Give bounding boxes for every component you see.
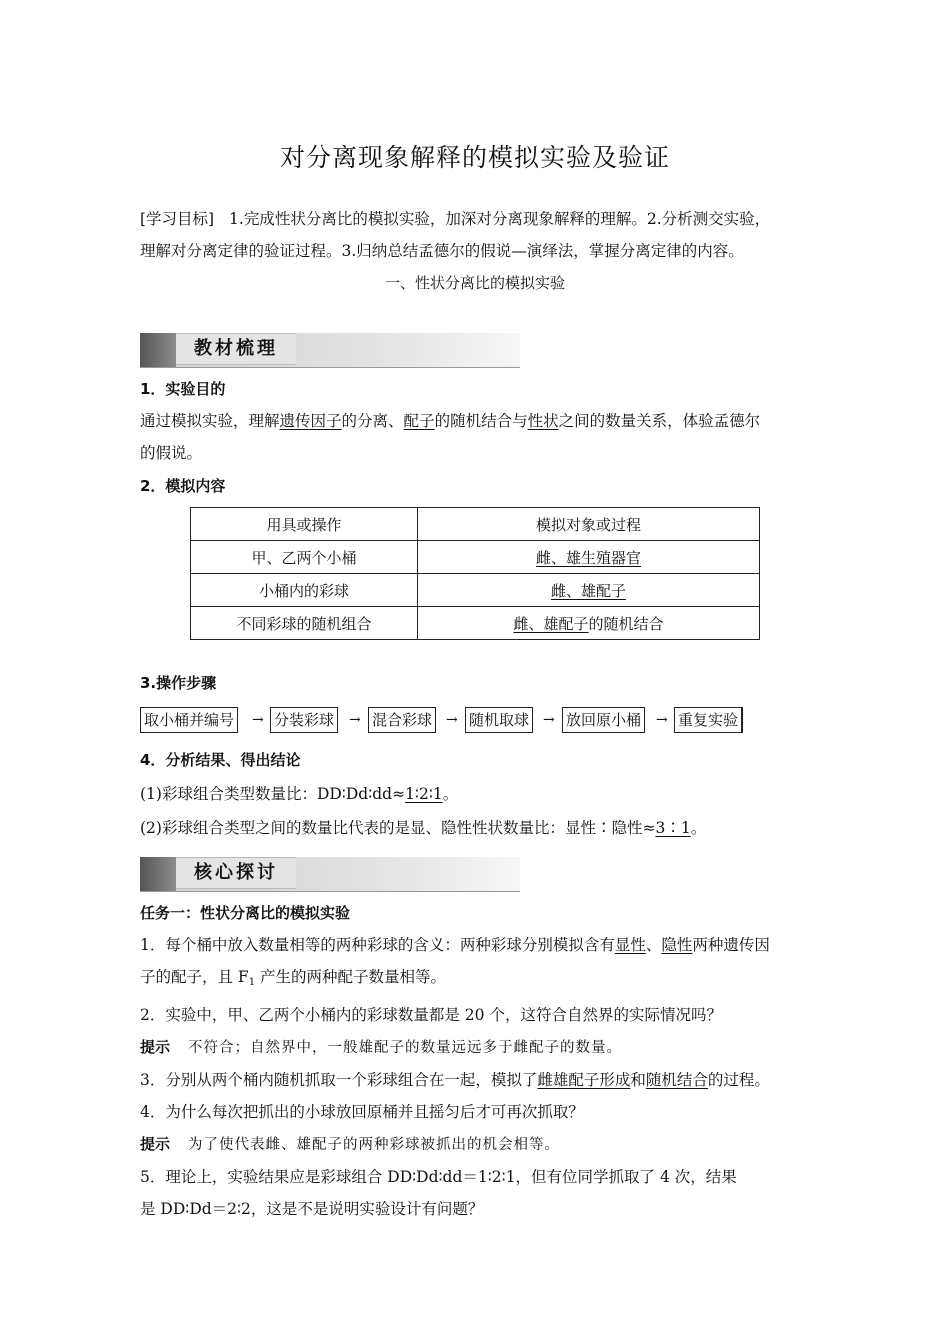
q5-text-b: 是 DD∶Dd＝2∶2，这是不是说明实验设计有问题？ bbox=[140, 1200, 484, 1218]
step-box: 分装彩球 bbox=[270, 707, 338, 733]
hint-2: 不符合；自然界中，一般雄配子的数量远远多于雌配子的数量。 bbox=[188, 1040, 623, 1056]
blank-recessive: 隐性 bbox=[661, 936, 693, 954]
simulation-table bbox=[190, 507, 760, 640]
result-heading: 4．分析结果、得出结论 bbox=[140, 751, 301, 769]
q4-text: 4．为什么每次把抓出的小球放回原桶并且摇匀后才可再次抓取？ bbox=[140, 1103, 584, 1121]
result-2-text: (2)彩球组合类型之间的数量比代表的是显、隐性性状数量比：显性∶隐性≈ bbox=[140, 819, 656, 837]
q2-text: 2．实验中，甲、乙两个小桶内的彩球数量都是 20 个，这符合自然界的实际情况吗？ bbox=[140, 1006, 722, 1024]
hint-label: 提示 bbox=[140, 1135, 171, 1153]
q3-text-a: 3．分别从两个桶内随机抓取一个彩球组合在一起，模拟了 bbox=[140, 1071, 538, 1089]
arrow-icon: → bbox=[656, 712, 668, 728]
step-box: 随机取球 bbox=[465, 707, 533, 733]
table-header-target: 模拟对象或过程 bbox=[418, 508, 760, 541]
result-1-end: 。 bbox=[442, 785, 459, 803]
purpose-text-c: 的随机结合与 bbox=[434, 412, 528, 430]
purpose-text-a: 通过模拟实验，理解 bbox=[140, 412, 280, 430]
table-header-row bbox=[191, 508, 760, 541]
purpose-text-d: 之间的数量关系，体验孟德尔 bbox=[558, 412, 761, 430]
q1-text-a: 1．每个桶中放入数量相等的两种彩球的含义：两种彩球分别模拟含有 bbox=[140, 936, 615, 954]
purpose-heading: 1．实验目的 bbox=[140, 380, 226, 398]
table-cell-target bbox=[418, 607, 760, 640]
table-cell-tool: 小桶内的彩球 bbox=[191, 574, 418, 607]
arrow-icon: → bbox=[349, 712, 361, 728]
banner-label-box bbox=[176, 857, 296, 889]
objectives-label: [学习目标] bbox=[140, 210, 215, 228]
objectives-line2: 理解对分离定律的验证过程。3.归纳总结孟德尔的假说—演绎法，掌握分离定律的内容。 bbox=[140, 242, 744, 260]
q1-subscript: 1 bbox=[248, 977, 256, 988]
target-suffix: 的随机结合 bbox=[588, 614, 664, 633]
table-cell-tool: 甲、乙两个小桶 bbox=[191, 541, 418, 574]
q3-text-b: 和 bbox=[630, 1071, 646, 1089]
q5-text-a: 5．理论上，实验结果应是彩球组合 DD∶Dd∶dd＝1∶2∶1，但有位同学抓取了 4 次，结果 bbox=[140, 1168, 737, 1186]
blank-trait: 性状 bbox=[527, 412, 559, 430]
table-row bbox=[191, 541, 760, 574]
blank-ratio-2: 3∶1 bbox=[655, 819, 691, 837]
table-cell-target bbox=[418, 541, 760, 574]
sim-heading: 2．模拟内容 bbox=[140, 477, 226, 495]
blank-random-union: 随机结合 bbox=[645, 1071, 708, 1089]
hint-4: 为了使代表雌、雄配子的两种彩球被抓出的机会相等。 bbox=[188, 1137, 561, 1153]
task-heading: 任务一：性状分离比的模拟实验 bbox=[140, 904, 351, 922]
table-header-tool: 用具或操作 bbox=[191, 508, 418, 541]
purpose-text-b: 的分离、 bbox=[341, 412, 404, 430]
blank-target: 雌、雄配子 bbox=[513, 614, 589, 633]
blank-gamete: 配子 bbox=[403, 412, 435, 430]
banner-label: 教材梳理 bbox=[194, 338, 278, 359]
step-box: 混合彩球 bbox=[368, 707, 436, 733]
table-row bbox=[191, 574, 760, 607]
learning-objectives bbox=[140, 203, 812, 267]
result-2-end: 。 bbox=[690, 819, 707, 837]
q1-text-c: 两种遗传因 bbox=[692, 936, 770, 954]
q1-text-e: 产生的两种配子数量相等。 bbox=[255, 968, 446, 986]
section-heading: 一、性状分离比的模拟实验 bbox=[384, 274, 565, 292]
purpose-text-e: 的假说。 bbox=[140, 444, 203, 462]
page-title: 对分离现象解释的模拟实验及验证 bbox=[279, 143, 670, 172]
blank-gamete-formation: 雌雄配子形成 bbox=[537, 1071, 631, 1089]
banner-textbook bbox=[140, 333, 520, 368]
banner-label-box bbox=[176, 333, 296, 365]
hint-label: 提示 bbox=[140, 1038, 171, 1056]
q1-text-d: 子的配子，且 F bbox=[140, 968, 249, 986]
result-1-text: (1)彩球组合类型数量比：DD∶Dd∶dd≈ bbox=[140, 785, 406, 803]
blank-ratio-1: 1∶2∶1 bbox=[405, 785, 443, 803]
arrow-icon: → bbox=[252, 712, 264, 728]
step-box: 取小桶并编号 bbox=[140, 707, 238, 733]
step-box: 放回原小桶 bbox=[562, 707, 645, 733]
banner-label: 核心探讨 bbox=[194, 862, 278, 883]
steps-heading: 3.操作步骤 bbox=[140, 674, 217, 692]
arrow-icon: → bbox=[543, 712, 555, 728]
step-box: 重复实验 bbox=[674, 707, 743, 733]
banner-stripe bbox=[140, 333, 176, 367]
result-text bbox=[140, 777, 812, 845]
q3-text-c: 的过程。 bbox=[707, 1071, 770, 1089]
blank-dominant: 显性 bbox=[614, 936, 646, 954]
purpose-text bbox=[140, 405, 812, 469]
blank-target: 雌、雄配子 bbox=[550, 581, 626, 600]
steps-flow bbox=[140, 707, 752, 733]
banner-core-discussion bbox=[140, 857, 520, 892]
table-cell-target bbox=[418, 574, 760, 607]
blank-target: 雌、雄生殖器官 bbox=[535, 548, 641, 567]
q1-text-b: 、 bbox=[645, 936, 662, 954]
banner-stripe bbox=[140, 857, 176, 891]
blank-genetic-factor: 遗传因子 bbox=[279, 412, 342, 430]
task-content bbox=[140, 929, 812, 1225]
table-cell-tool: 不同彩球的随机组合 bbox=[191, 607, 418, 640]
table-row bbox=[191, 607, 760, 640]
objectives-line1: 1.完成性状分离比的模拟实验，加深对分离现象解释的理解。2.分析测交实验， bbox=[229, 210, 771, 228]
arrow-icon: → bbox=[446, 712, 458, 728]
